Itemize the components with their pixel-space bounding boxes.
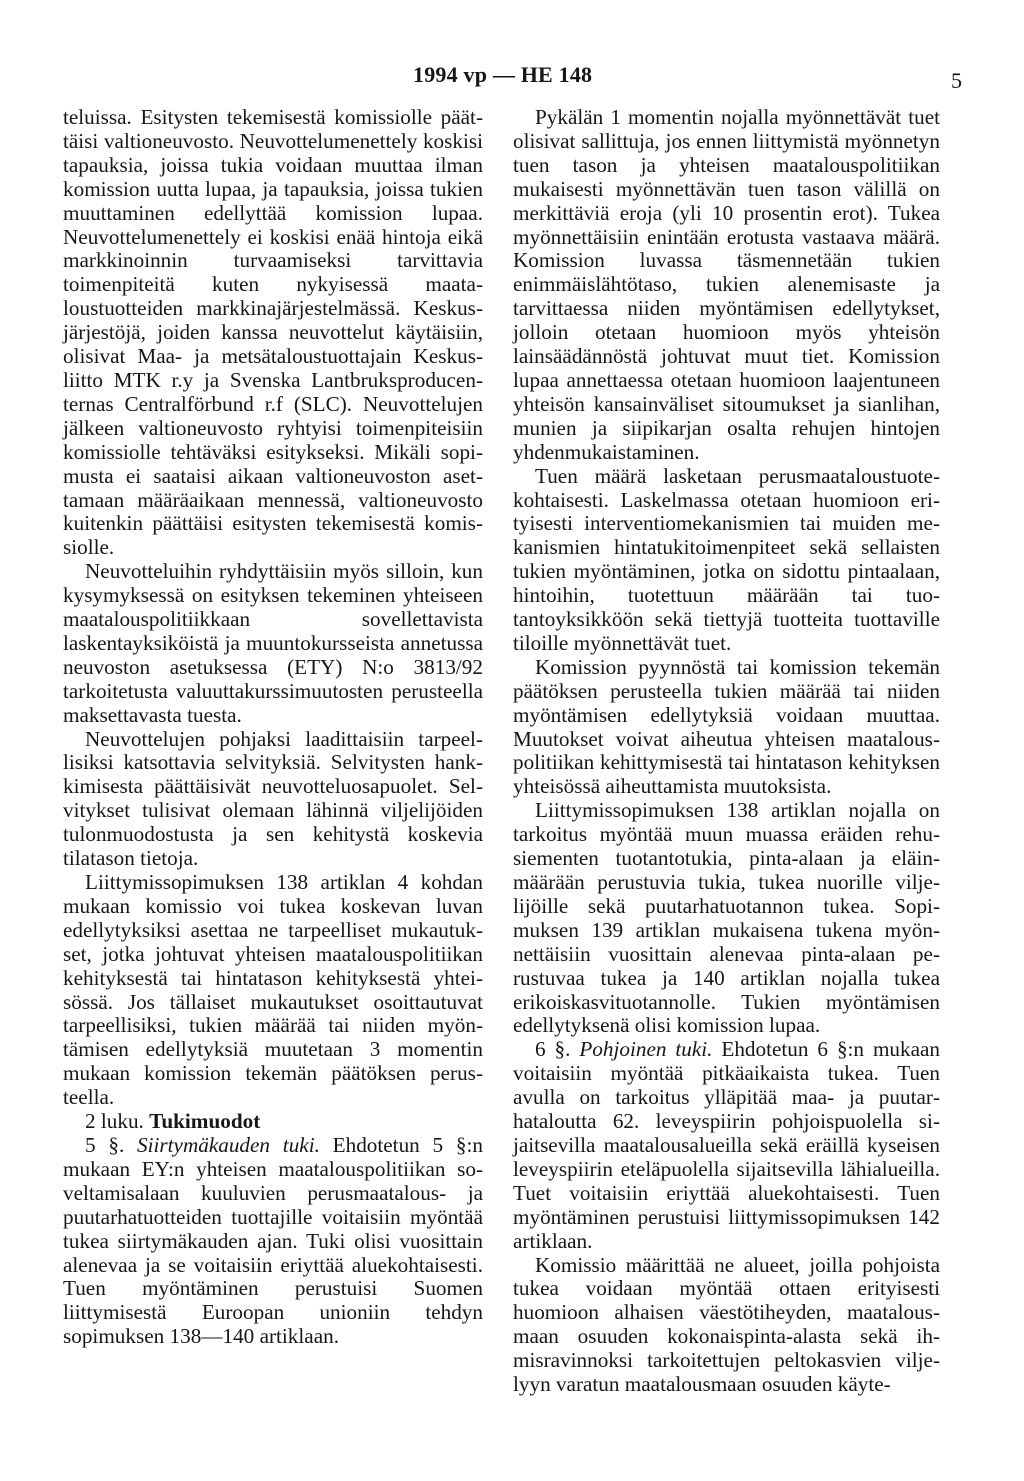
section-text: Ehdotetun 5 §:n mukaan EY:n yhteisen maatalouspolitiikan soveltamisalaan kuuluvien perusmaatalous- ja puutarhatuotteiden tuottajille voitaisiin myöntää tukea siirtymäkauden ajan. Tuki olisi vuosittain alenevaa ja se voitaisiin eriyttää aluekohtaisesti. Tuen myöntäminen perustuisi Suomen liittymisestä Euroopan unioniin tehdyn sopimuksen 138—140 artiklaan. bbox=[63, 1132, 483, 1349]
section-text: Ehdotetun 6 §:n mukaan voitaisiin myöntää pitkäaikaista tukea. Tuen avulla on tarkoitus ylläpitää maa- ja puutarhataloutta 62. leveyspiirin pohjoispuolella sijaitsevilla maatalousalueilla sekä eräillä kyseisen leveyspiirin eteläpuolella sijaitsevilla lähialueilla. Tuet voitaisiin eriyttää aluekohtaisesti. Tuen myöntäminen perustuisi liittymissopimuksen 142 artiklaan. bbox=[513, 1037, 941, 1253]
section-title: Pohjoinen tuki. bbox=[579, 1037, 713, 1062]
section-paragraph bbox=[513, 1038, 940, 1253]
paragraph: Tuen määrä lasketaan perusmaataloustuotekohtaisesti. Laskelmassa otetaan huomioon erityisesti interventiomekanismien tai muiden mekanismien hintatukitoimenpiteet sekä sellaisten tukien myöntäminen, jotka on sidottu pintaalaan, hintoihin, tuotettuun määrään tai tuotantoyksikköön sekä tiettyjä tuotteita tuottaville tiloille myönnettävät tuet. bbox=[513, 463, 940, 655]
paragraph: Komissio määrittää ne alueet, joilla pohjoista tukea voidaan myöntää ottaen erityisesti huomioon alhaisen väestötiheyden, maatalousmaan osuuden kokonaispinta-alasta sekä ihmisravinnoksi tarkoitettujen peltokasvien viljelyyn varatun maatalousmaan osuuden käyte- bbox=[513, 1252, 940, 1397]
chapter-title: Tukimuodot bbox=[149, 1109, 261, 1134]
section-title: Siirtymäkauden tuki. bbox=[137, 1132, 320, 1157]
paragraph: Neuvotteluihin ryhdyttäisiin myös silloin, kun kysymyksessä on esityksen tekeminen yhteiseen maatalouspolitiikkaan sovellettavista laskentayksiköistä ja muuntokursseista annetussa neuvoston asetuksessa (ETY) N:o 3813/92 tarkoitetusta valuuttakurssimuutosten perusteella maksettavasta tuesta. bbox=[63, 559, 483, 727]
left-column bbox=[63, 106, 483, 1349]
paragraph: Pykälän 1 momentin nojalla myönnettävät tuet olisivat sallittuja, jos ennen liittymistä myönnetyn tuen tason ja yhteisen maatalouspolitiikan mukaisesti myönnettävän tuen tason välillä on merkittäviä eroja (yli 10 prosentin erot). Tukea myönnettäisiin enintään erotusta vastaava määrä. Komission luvassa täsmennetään tukien enimmäislähtötaso, tukien alenemisaste ja tarvittaessa niiden myöntämisen edellytykset, jolloin otetaan huomioon myös yhteisön lainsäädännöstä johtuvat muut tiet. Komission lupaa annettaessa otetaan huomioon laajentuneen yhteisön kansainväliset sitoumukset ja sianlihan, munien ja siipikarjan osalta rehujen hintojen yhdenmukaistaminen. bbox=[513, 105, 940, 464]
page-number: 5 bbox=[951, 68, 962, 93]
paragraph: teluissa. Esitysten tekemisestä komissiolle päättäisi valtioneuvosto. Neuvottelumenettely koskisi tapauksia, joissa tukia voidaan muuttaa ilman komission uutta lupaa, ja tapauksia, joissa tukien muuttaminen edellyttää komission lupaa. Neuvottelumenettely ei koskisi enää hintoja eikä markkinoinnin turvaamiseksi tarvittavia toimenpiteitä kuten nykyisessä maataloustuotteiden markkinajärjestelmässä. Keskusjärjestöjä, joiden kanssa neuvottelut käytäisiin, olisivat Maa- ja metsätaloustuottajain Keskusliitto MTK r.y ja Svenska Lantbruksproducenternas Centralförbund r.f (SLC). Neuvottelujen jälkeen valtioneuvosto ryhtyisi toimenpiteisiin komissiolle tehtäväksi esitykseksi. Mikäli sopimusta ei saataisi aikaan valtioneuvoston asettamaan määräaikaan mennessä, valtioneuvosto kuitenkin päättäisi esitysten tekemisestä komissiolle. bbox=[63, 105, 483, 560]
chapter-heading bbox=[63, 1110, 483, 1134]
chapter-number: 2 luku. bbox=[85, 1109, 144, 1134]
paragraph: Liittymissopimuksen 138 artiklan nojalla on tarkoitus myöntää muun muassa eräiden rehusiementen tuotantotukia, pinta-alaan ja eläinmäärään perustuvia tukia, tukea nuorille viljelijöille sekä puutarhatuotannon tukea. Sopimuksen 139 artiklan mukaisena tukena myönnettäisiin vuosittain alenevaa pinta-alaan perustuvaa tukea ja 140 artiklan nojalla tukea erikoiskasvituotannolle. Tukien myöntämisen edellytyksenä olisi komission lupaa. bbox=[513, 798, 940, 1038]
paragraph: Komission pyynnöstä tai komission tekemän päätöksen perusteella tukien määrää tai niiden myöntämisen edellytyksiä voidaan muuttaa. Muutokset voivat aiheutua yhteisen maatalouspolitiikan kehittymisestä tai hintatason kehityksen yhteisössä aiheuttamista muutoksista. bbox=[513, 654, 940, 799]
document-title: 1994 vp — HE 148 bbox=[413, 62, 593, 87]
section-paragraph bbox=[63, 1134, 483, 1349]
right-column bbox=[513, 106, 940, 1397]
section-label: 6 §. bbox=[535, 1037, 571, 1062]
paragraph: Liittymissopimuksen 138 artiklan 4 kohdan mukaan komissio voi tukea koskevan luvan edellytyksiksi asettaa ne tarpeelliset mukautukset, jotka johtuvat yhteisen maatalouspolitiikan kehityksestä tai hintatason kehityksestä yhteisössä. Jos tällaiset mukautukset osoittautuvat tarpeellisiksi, tukien määrää tai niiden myöntämisen edellytyksiä muutetaan 3 momentin mukaan komission tekemän päätöksen perusteella. bbox=[63, 870, 483, 1110]
page-header bbox=[0, 62, 1024, 92]
section-label: 5 §. bbox=[85, 1132, 125, 1157]
paragraph: Neuvottelujen pohjaksi laadittaisiin tarpeellisiksi katsottavia selvityksiä. Selvitysten hankkimisesta päättäisivät neuvotteluosapuolet. Selvitykset tulisivat olemaan lähinnä viljelijöiden tulonmuodostusta ja sen kehitystä koskevia tilatason tietoja. bbox=[63, 726, 483, 871]
